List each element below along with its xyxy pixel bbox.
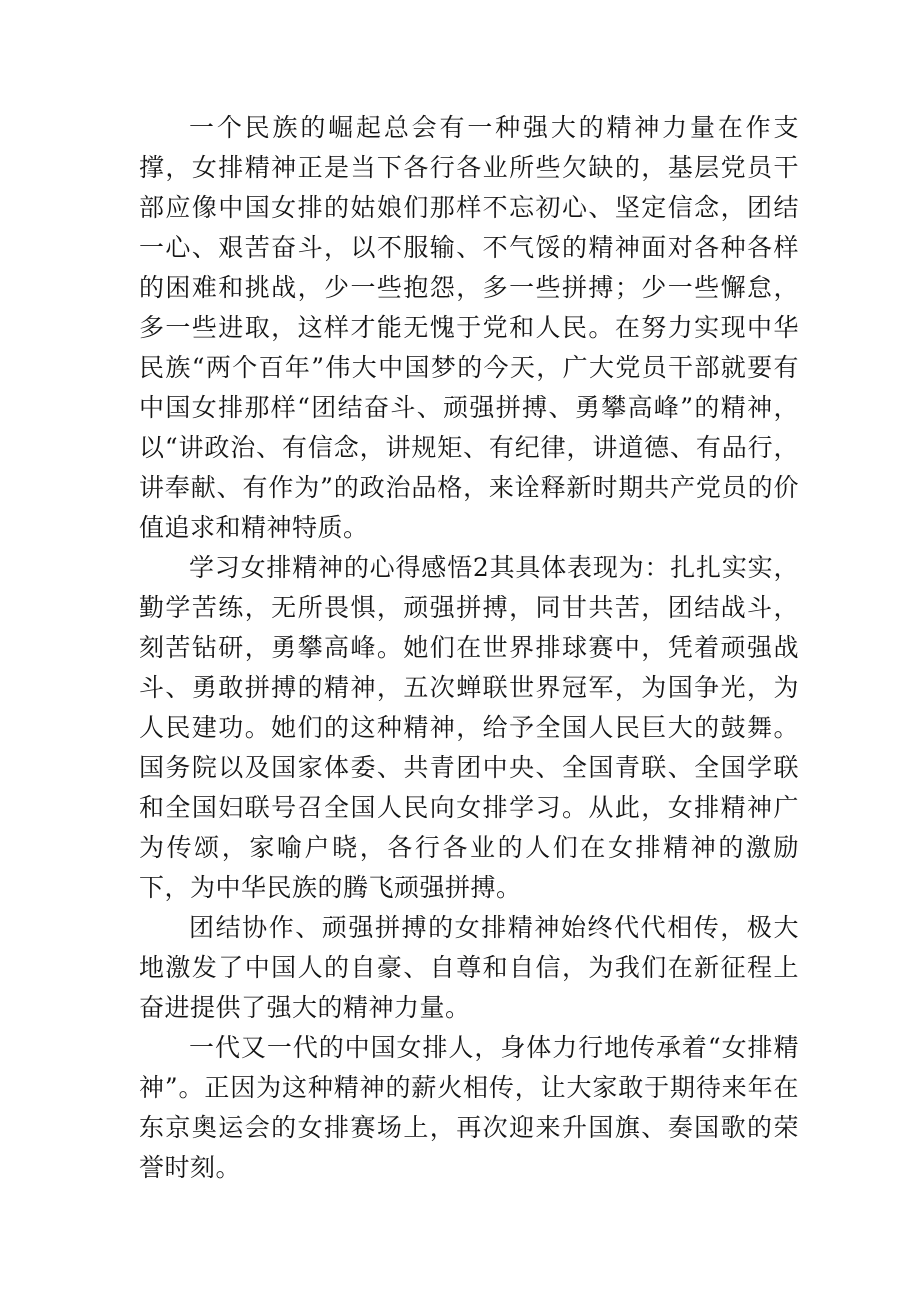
paragraph-1: 一个民族的崛起总会有一种强大的精神力量在作支撑，女排精神正是当下各行各业所些欠缺的，基层党员干部应像中国女排的姑娘们那样不忘初心、坚定信念，团结一心、艰苦奋斗，以不服输、不气馁的精神面对各种各样的困难和挑战，少一些抱怨，多一些拼搏；少一些懈怠，多一些进取，这样才能无愧于党和人民。在努力实现中华民族“两个百年”伟大中国梦的今天，广大党员干部就要有中国女排那样“团结奋斗、顽强拼搏、勇攀高峰”的精神，以“讲政治、有信念，讲规矩、有纪律，讲道德、有品行，讲奉献、有作为”的政治品格，来诠释新时期共产党员的价值追求和精神特质。 [139, 113, 799, 542]
document-body [139, 108, 799, 1188]
paragraph-4: 一代又一代的中国女排人，身体力行地传承着“女排精神”。正因为这种精神的薪火相传，让大家敢于期待来年在东京奥运会的女排赛场上，再次迎来升国旗、奏国歌的荣誉时刻。 [139, 1033, 799, 1182]
paragraph-3: 团结协作、顽强拼搏的女排精神始终代代相传，极大地激发了中国人的自豪、自尊和自信，为我们在新征程上奋进提供了强大的精神力量。 [139, 913, 799, 1022]
paragraph-2: 学习女排精神的心得感悟2其具体表现为：扎扎实实，勤学苦练，无所畏惧，顽强拼搏，同甘共苦，团结战斗，刻苦钻研，勇攀高峰。她们在世界排球赛中，凭着顽强战斗、勇敢拼搏的精神，五次蝉联世界冠军，为国争光，为人民建功。她们的这种精神，给予全国人民巨大的鼓舞。国务院以及国家体委、共青团中央、全国青联、全国学联和全国妇联号召全国人民向女排学习。从此，女排精神广为传颂，家喻户晓，各行各业的人们在女排精神的激励下，为中华民族的腾飞顽强拼搏。 [139, 553, 799, 902]
